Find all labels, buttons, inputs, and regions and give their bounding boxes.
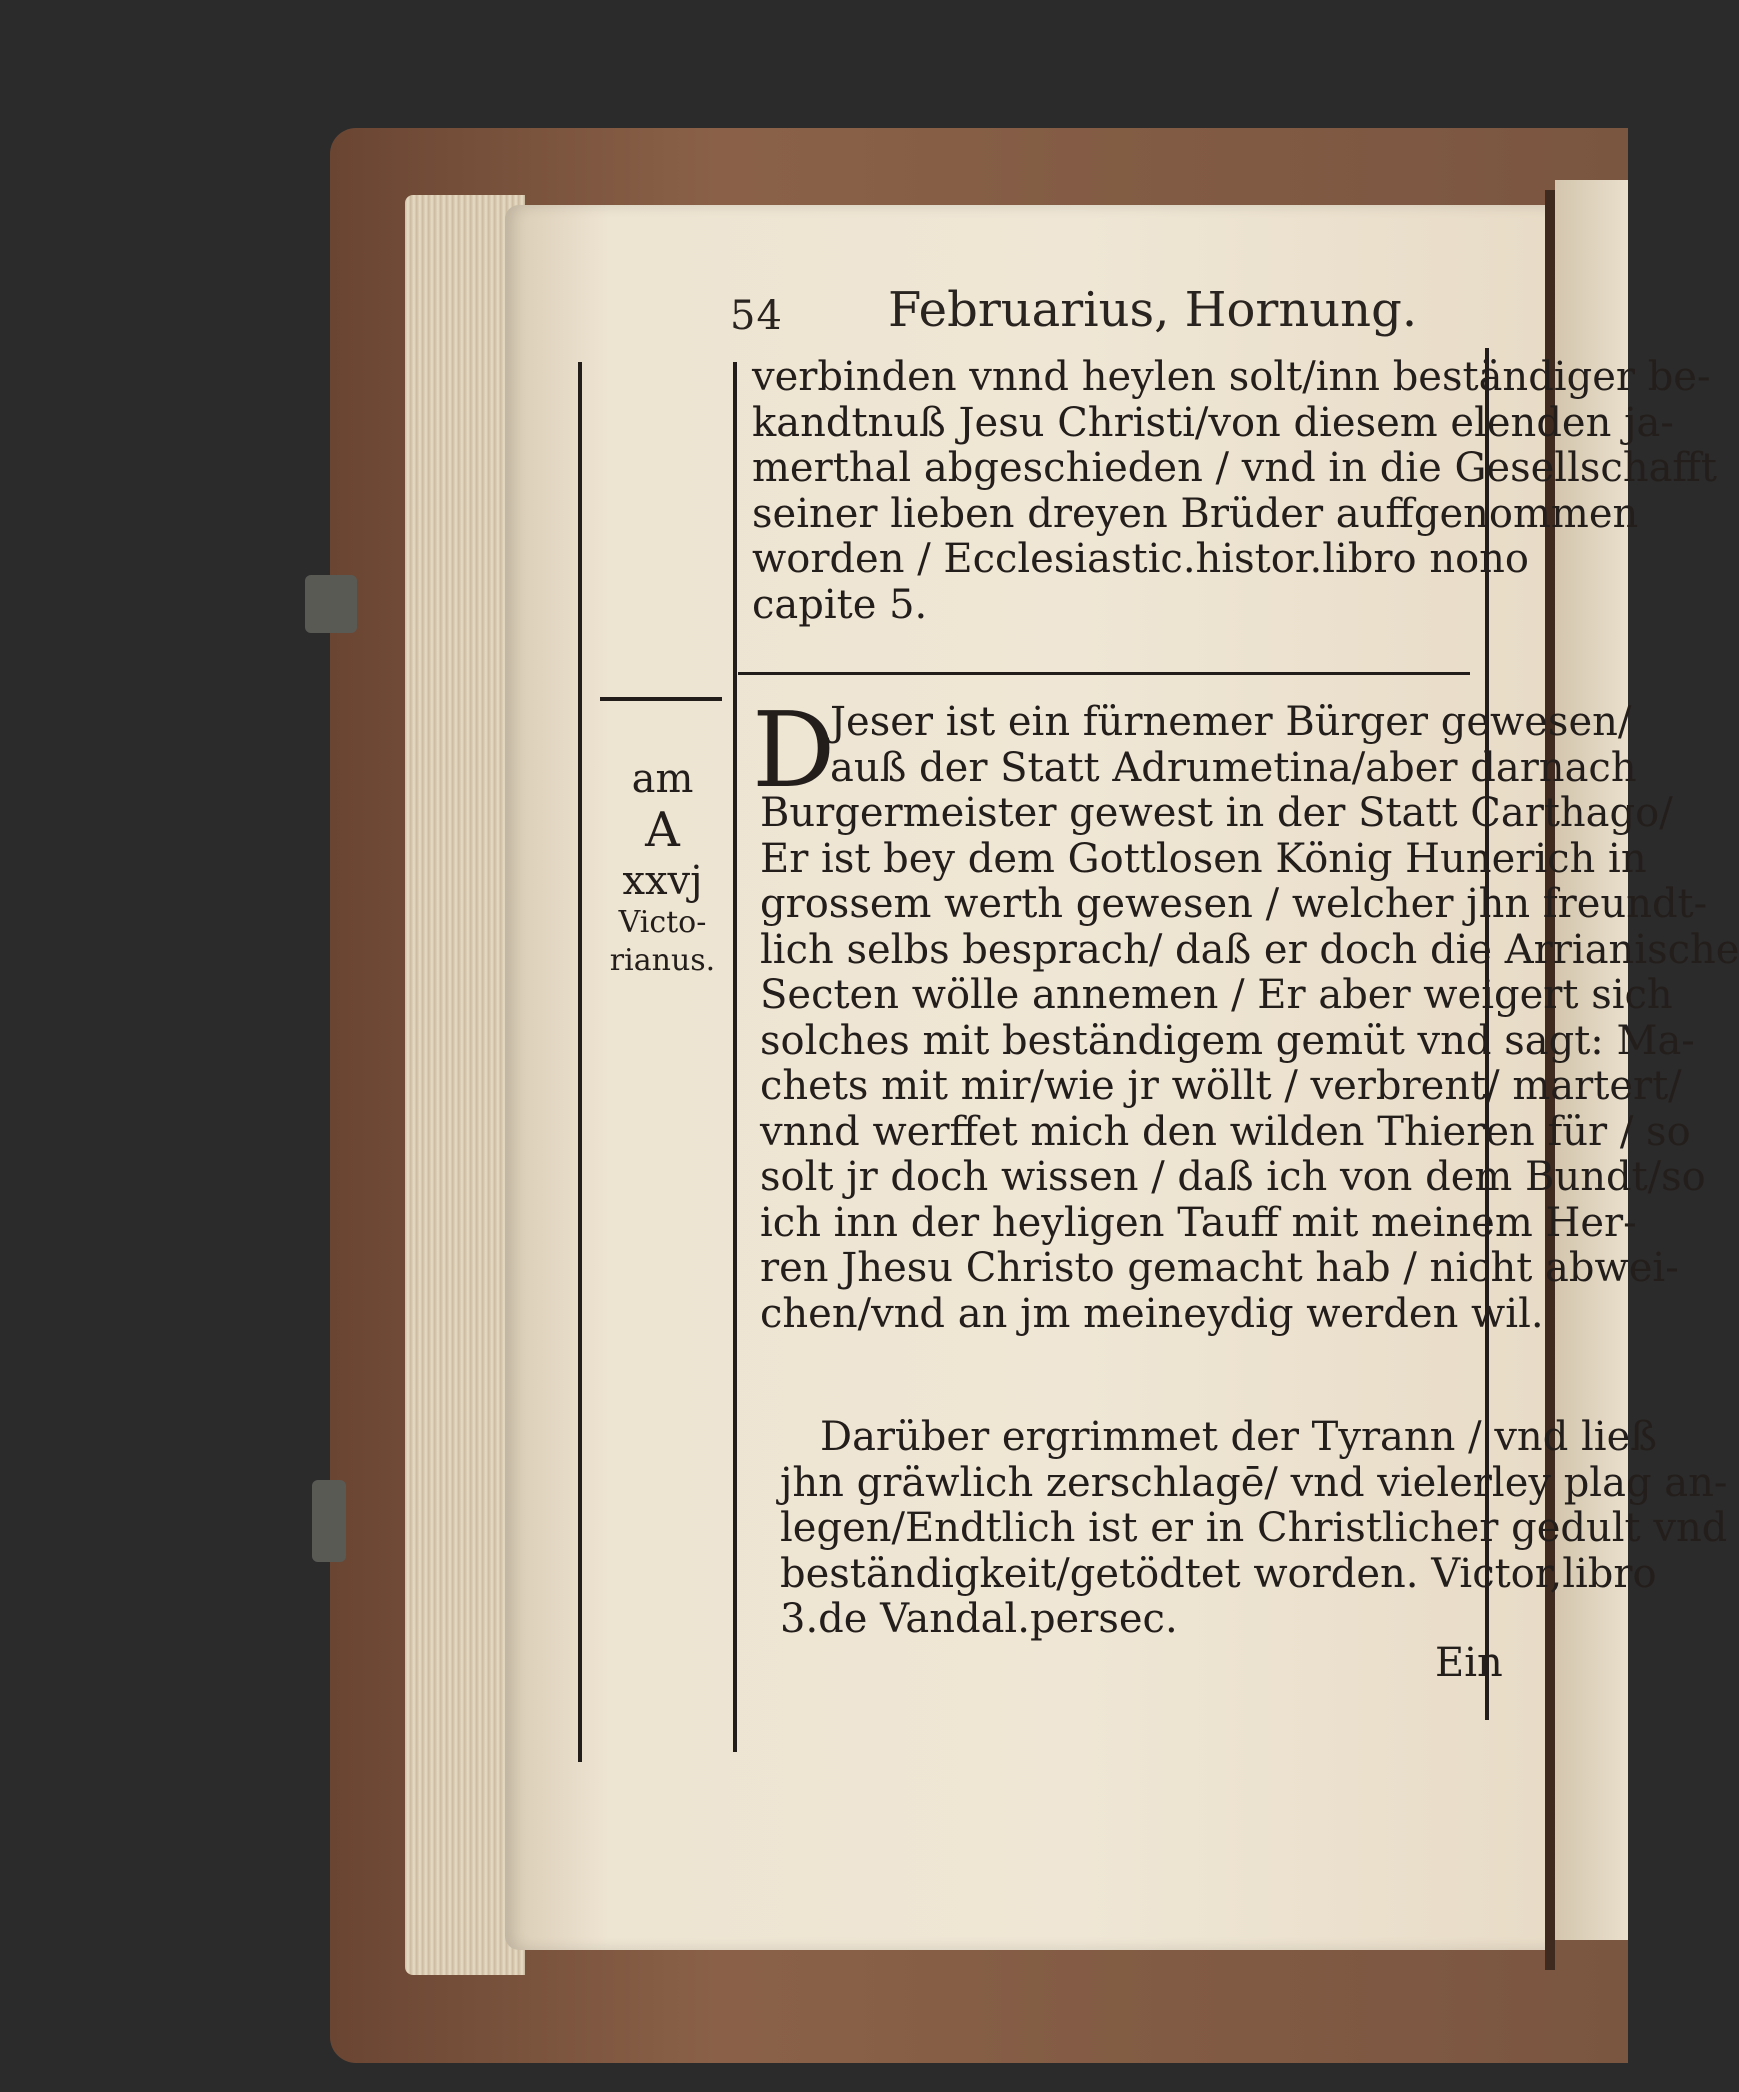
paragraph-divider-rule xyxy=(738,672,1470,675)
clasp-lower xyxy=(312,1480,346,1562)
text-line: ren Jhesu Christo gemacht hab / nicht abwei- xyxy=(760,1245,1679,1291)
text-line: merthal abgeschieden / vnd in die Gesellschafft xyxy=(752,445,1717,491)
page-number: 54 xyxy=(730,293,783,339)
text-line: seiner lieben dreyen Brüder auffgenommen xyxy=(752,490,1639,537)
text-line: 3.de Vandal.persec. xyxy=(780,1596,1178,1642)
text-line: Darüber ergrimmet der Tyrann / vnd ließ xyxy=(820,1414,1657,1460)
text-line: auß der Statt Adrumetina/aber darnach xyxy=(830,744,1637,791)
text-line: worden / Ecclesiastic.histor.libro nono xyxy=(752,536,1530,582)
margin-line: rianus. xyxy=(609,943,716,978)
margin-line: xxvj xyxy=(622,858,703,904)
text-line: Burgermeister gewest in der Statt Carthago/ xyxy=(760,790,1673,836)
margin-line: A xyxy=(645,802,680,858)
text-column-rule-left xyxy=(733,362,737,1752)
margin-line: am xyxy=(631,756,694,802)
text-line: vnnd werffet mich den wilden Thieren für / so xyxy=(760,1108,1691,1155)
text-line: Secten wölle annemen / Er aber weigert sich xyxy=(760,972,1673,1018)
text-line: verbinden vnnd heylen solt/inn beständiger be- xyxy=(752,354,1711,400)
text-line: chets mit mir/wie jr wöllt / verbrent/ martert/ xyxy=(760,1063,1682,1109)
text-line: jhn gräwlich zerschlagē/ vnd vielerley plag an- xyxy=(780,1459,1728,1506)
text-line: grossem werth gewesen / welcher jhn freundt- xyxy=(760,881,1708,927)
text-line: ich inn der heyligen Tauff mit meinem Her- xyxy=(760,1199,1637,1246)
text-line: solt jr doch wissen / daß ich von dem Bundt/so xyxy=(760,1154,1706,1200)
catchword: Ein xyxy=(1435,1640,1503,1686)
text-line: legen/Endtlich ist er in Christlicher gedult vnd xyxy=(780,1505,1728,1551)
text-line: lich selbs besprach/ daß er doch die Arrianische xyxy=(760,926,1739,973)
paragraph-victorianus xyxy=(760,700,1739,1337)
text-line: solches mit beständigem gemüt vnd sagt: Ma- xyxy=(760,1017,1695,1064)
clasp-upper xyxy=(305,575,357,633)
paragraph-continuation xyxy=(752,355,1717,628)
left-margin-rule xyxy=(578,362,582,1762)
text-line: chen/vnd an jm meineydig werden wil. xyxy=(760,1290,1544,1337)
marginal-note xyxy=(600,756,725,980)
text-line: Er ist bey dem Gottlosen König Hunerich in xyxy=(760,835,1647,882)
text-line: beständigkeit/getödtet worden. Victor,libro xyxy=(780,1550,1657,1597)
paragraph-martyrdom xyxy=(780,1415,1727,1643)
marginal-divider-rule xyxy=(600,697,722,701)
text-line: kandtnuß Jesu Christi/von diesem elenden ja- xyxy=(752,399,1674,446)
text-line: capite 5. xyxy=(752,581,928,628)
text-line: Jeser ist ein fürnemer Bürger gewesen/ xyxy=(830,699,1632,745)
running-head: Februarius, Hornung. xyxy=(888,282,1418,338)
drop-cap: D xyxy=(752,689,836,811)
margin-line: Victo- xyxy=(618,905,707,940)
